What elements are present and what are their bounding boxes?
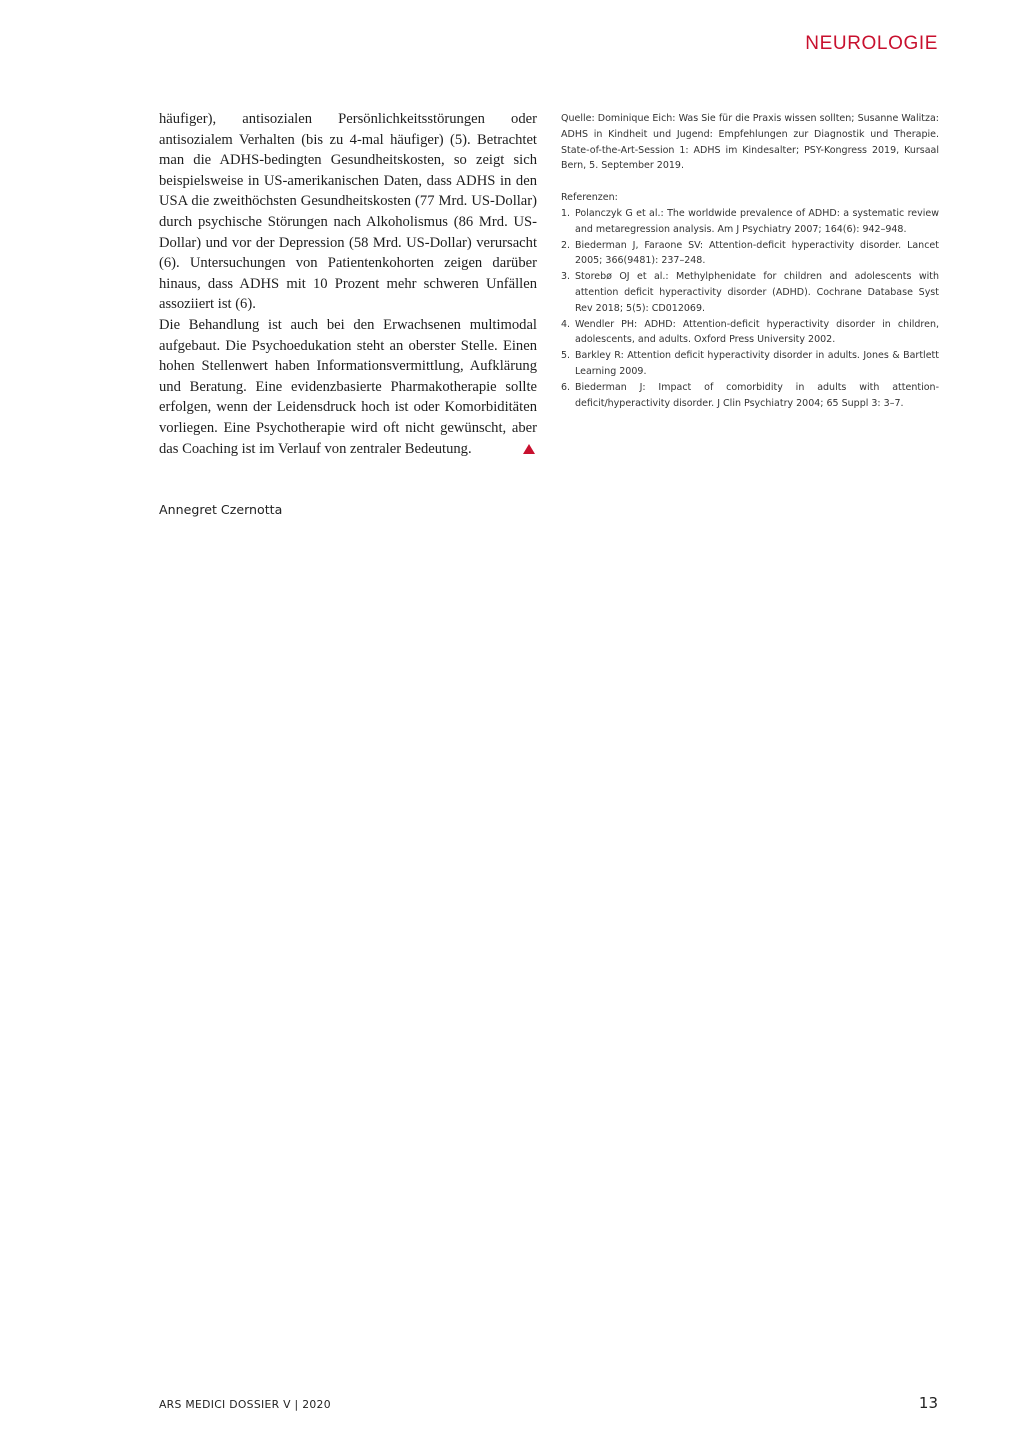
- publication-footer: ARS MEDICI DOSSIER V | 2020: [159, 1398, 331, 1411]
- reference-list: [561, 206, 939, 411]
- article-paragraph: häufiger), antisozialen Persönlichkeitsstörungen oder antisozialem Verhalten (bis zu 4-mal häufiger) (5). Betrachtet man die ADHS-bedingten Gesundheitskosten, so zeigt sich beispielsweise in US-amerikanischen Daten, dass ADHS in den USA die zweithöchsten Gesundheitskosten (77 Mrd. US-Dollar) durch psychische Störungen nach Alkoholismus (86 Mrd. US-Dollar) und vor der Depression (58 Mrd. US-Dollar) verursacht (6). Untersuchungen von Patientenkohorten zeigen darüber hinaus, dass ADHS mit 10 Prozent mehr schweren Unfällen assoziiert ist (6).: [159, 111, 537, 313]
- reference-text: Wendler PH: ADHD: Attention-deficit hyperactivity disorder in children, adolescents, and adults. Oxford Press University 2002.: [575, 318, 939, 346]
- article-body: [159, 109, 537, 459]
- end-triangle-icon: [523, 444, 535, 454]
- reference-item: [561, 380, 939, 412]
- reference-number: 1.: [561, 207, 571, 219]
- reference-text: Barkley R: Attention deficit hyperactivity disorder in adults. Jones & Bartlett Learning 2009.: [575, 350, 939, 377]
- reference-text: Biederman J: Impact of comorbidity in adults with attention-deficit/hyperactivity disorder. J Clin Psychiatry 2004; 65 Suppl 3: 3–7.: [575, 381, 939, 409]
- reference-number: 5.: [561, 350, 571, 362]
- author-name: Annegret Czernotta: [159, 502, 283, 517]
- reference-text: Biederman J, Faraone SV: Attention-deficit hyperactivity disorder. Lancet 2005; 366(9481): 237–248.: [575, 239, 939, 267]
- article-final-paragraph: [159, 315, 537, 459]
- article-paragraph: Die Behandlung ist auch bei den Erwachsenen multimodal aufgebaut. Die Psychoedukation steht an oberster Stelle. Einen hohen Stellenwert haben Informationsvermittlung, Aufklärung und Beratung. Eine evidenzbasierte Pharmakotherapie sollte erfolgen, wenn der Leidensdruck hoch ist oder Komorbiditäten vorliegen. Eine Psychotherapie wird oft nicht gewünscht, aber das Coaching ist im Verlauf von zentraler Bedeutung.: [159, 316, 537, 457]
- references-heading: Referenzen:: [561, 192, 618, 204]
- reference-number: 4.: [561, 318, 571, 330]
- reference-text: Polanczyk G et al.: The worldwide prevalence of ADHD: a systematic review and metaregression analysis. Am J Psychiatry 2007; 164(6): 942–948.: [575, 207, 939, 235]
- reference-number: 3.: [561, 271, 571, 283]
- reference-item: [561, 317, 939, 349]
- reference-number: 6.: [561, 381, 571, 393]
- section-title: NEUROLOGIE: [805, 33, 938, 54]
- page-number: 13: [918, 1394, 938, 1412]
- reference-item: [561, 348, 939, 380]
- reference-item: [561, 238, 939, 270]
- source-note: Quelle: Dominique Eich: Was Sie für die Praxis wissen sollten; Susanne Walitza: ADHS in Kindheit und Jugend: Empfehlungen zur Diagnostik und Therapie. State-of-the-Art-Session 1: ADHS im Kindesalter; PSY-Kongress 2019, Kursaal Bern, 5. September 2019.: [561, 113, 939, 172]
- reference-item: [561, 206, 939, 238]
- sidebar: [561, 111, 939, 411]
- reference-text: Storebø OJ et al.: Methylphenidate for children and adolescents with attention deficit hyperactivity disorder (ADHD). Cochrane Database Syst Rev 2018; 5(5): CD012069.: [575, 271, 939, 314]
- reference-item: [561, 269, 939, 316]
- reference-number: 2.: [561, 239, 571, 251]
